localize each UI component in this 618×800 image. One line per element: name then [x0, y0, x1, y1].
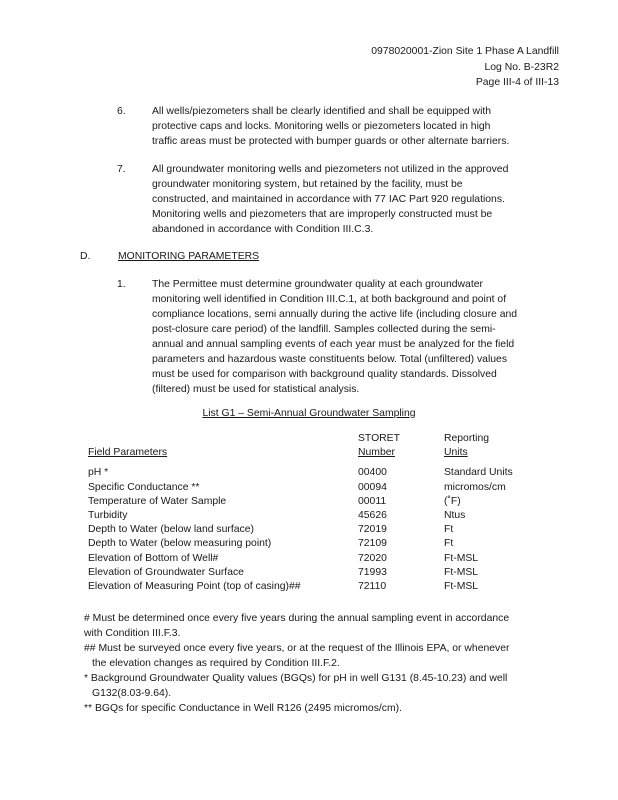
text-line: post-closure care period) of the landfill. Samples collected during the semi- — [152, 324, 496, 335]
param-cell: Specific Conductance ** — [88, 481, 200, 493]
footnotes — [84, 611, 544, 716]
units-cell: (˚F) — [444, 495, 461, 507]
item-number: 1. — [117, 279, 126, 290]
table-header-row — [88, 446, 544, 460]
list-title: List G1 – Semi-Annual Groundwater Sampling — [202, 408, 416, 419]
text-line: traffic areas must be protected with bumper guards or other alternate barriers. — [152, 136, 510, 147]
number-cell: 00011 — [358, 495, 387, 507]
footnote-line: ## Must be surveyed once every five years, or at the request of the Illinois EPA, or whenever — [84, 643, 510, 654]
param-cell: Depth to Water (below measuring point) — [88, 538, 272, 550]
text-line: compliance locations, semi annually during the active life (including closure and — [152, 309, 518, 320]
item-text — [152, 277, 547, 397]
table-row — [88, 466, 544, 480]
number-header: Number — [358, 447, 395, 459]
item-number: 7. — [117, 164, 126, 175]
param-cell: Elevation of Bottom of Well# — [88, 552, 219, 564]
footnote-line: G132(8.03-9.64). — [92, 688, 172, 699]
param-cell: Depth to Water (below land surface) — [88, 524, 254, 536]
number-cell: 72019 — [358, 524, 387, 536]
units-cell: Ft — [444, 538, 454, 550]
text-line: All groundwater monitoring wells and piezometers not utilized in the approved — [152, 164, 509, 175]
table-row — [88, 552, 544, 566]
table-row — [88, 481, 544, 495]
units-cell: micromos/cm — [444, 481, 506, 493]
number-cell: 72110 — [358, 581, 387, 593]
param-cell: Temperature of Water Sample — [88, 495, 227, 507]
number-cell: 45626 — [358, 510, 387, 522]
number-cell: 00094 — [358, 481, 387, 493]
footnote-line: with Condition III.F.3. — [84, 628, 181, 639]
table-row — [88, 566, 544, 580]
units-cell: Ft-MSL — [444, 566, 479, 578]
footnote-line: the elevation changes as required by Condition III.F.2. — [92, 658, 340, 669]
table-row — [88, 580, 544, 594]
units-cell: Ft-MSL — [444, 581, 479, 593]
footnote-line: # Must be determined once every five years during the annual sampling event in accordance — [84, 613, 510, 624]
storet-header: STORET — [358, 433, 400, 444]
page-header — [371, 44, 559, 91]
section-letter: D. — [80, 251, 91, 262]
header-page-number: Page III-4 of III-13 — [475, 77, 559, 88]
number-cell: 72020 — [358, 552, 387, 564]
param-cell: Elevation of Groundwater Surface — [88, 566, 244, 578]
units-cell: Standard Units — [444, 467, 513, 479]
text-line: (filtered) must be used for statistical analysis. — [152, 384, 360, 395]
text-line: constructed, and maintained in accordance with 77 IAC Part 920 regulations. — [152, 194, 505, 205]
footnote-line: * Background Groundwater Quality values (BGQs) for pH in well G131 (8.45-10.23) and well — [84, 673, 508, 684]
text-line: annual and annual sampling events of each year must be analyzed for the field — [152, 339, 515, 350]
item-number: 6. — [117, 106, 126, 117]
table-row — [88, 537, 544, 551]
text-line: protective caps and locks. Monitoring wells or piezometers located in high — [152, 121, 491, 132]
param-cell: pH * — [88, 467, 109, 479]
parameters-table — [88, 432, 544, 594]
section-heading: MONITORING PARAMETERS — [118, 251, 260, 262]
header-log-number: Log No. B-23R2 — [484, 61, 559, 73]
units-header: Units — [444, 447, 468, 459]
reporting-header: Reporting — [444, 433, 490, 444]
units-cell: Ft-MSL — [444, 552, 479, 564]
header-site-line: 0978020001-Zion Site 1 Phase A Landfill — [371, 46, 559, 57]
field-parameters-header: Field Parameters — [88, 447, 168, 459]
table-row — [88, 509, 544, 523]
item-text — [152, 104, 547, 149]
text-line: monitoring well identified in Condition III.C.1, at both background and point of — [152, 294, 507, 305]
table-row — [88, 523, 544, 537]
number-cell: 71993 — [358, 566, 387, 578]
table-header-row — [88, 432, 544, 446]
table-row — [88, 495, 544, 509]
item-text — [152, 162, 547, 237]
text-line: The Permittee must determine groundwater quality at each groundwater — [152, 279, 483, 290]
text-line: must be used for comparison with background quality standards. Dissolved — [152, 369, 497, 380]
footnote-line: ** BGQs for specific Conductance in Well R126 (2495 micromos/cm). — [84, 703, 402, 714]
text-line: abandoned in accordance with Condition III.C.3. — [152, 224, 374, 235]
param-cell: Elevation of Measuring Point (top of casing)## — [88, 581, 301, 593]
number-cell: 00400 — [358, 467, 387, 479]
units-cell: Ft — [444, 524, 454, 536]
text-line: All wells/piezometers shall be clearly identified and shall be equipped with — [152, 106, 492, 117]
text-line: parameters and hazardous waste constituents below. Total (unfiltered) values — [152, 354, 508, 365]
number-cell: 72109 — [358, 538, 387, 550]
text-line: Monitoring wells and piezometers that are improperly constructed must be — [152, 209, 493, 220]
param-cell: Turbidity — [88, 510, 128, 522]
units-cell: Ntus — [444, 510, 466, 522]
text-line: groundwater monitoring system, but retained by the facility, must be — [152, 179, 463, 190]
